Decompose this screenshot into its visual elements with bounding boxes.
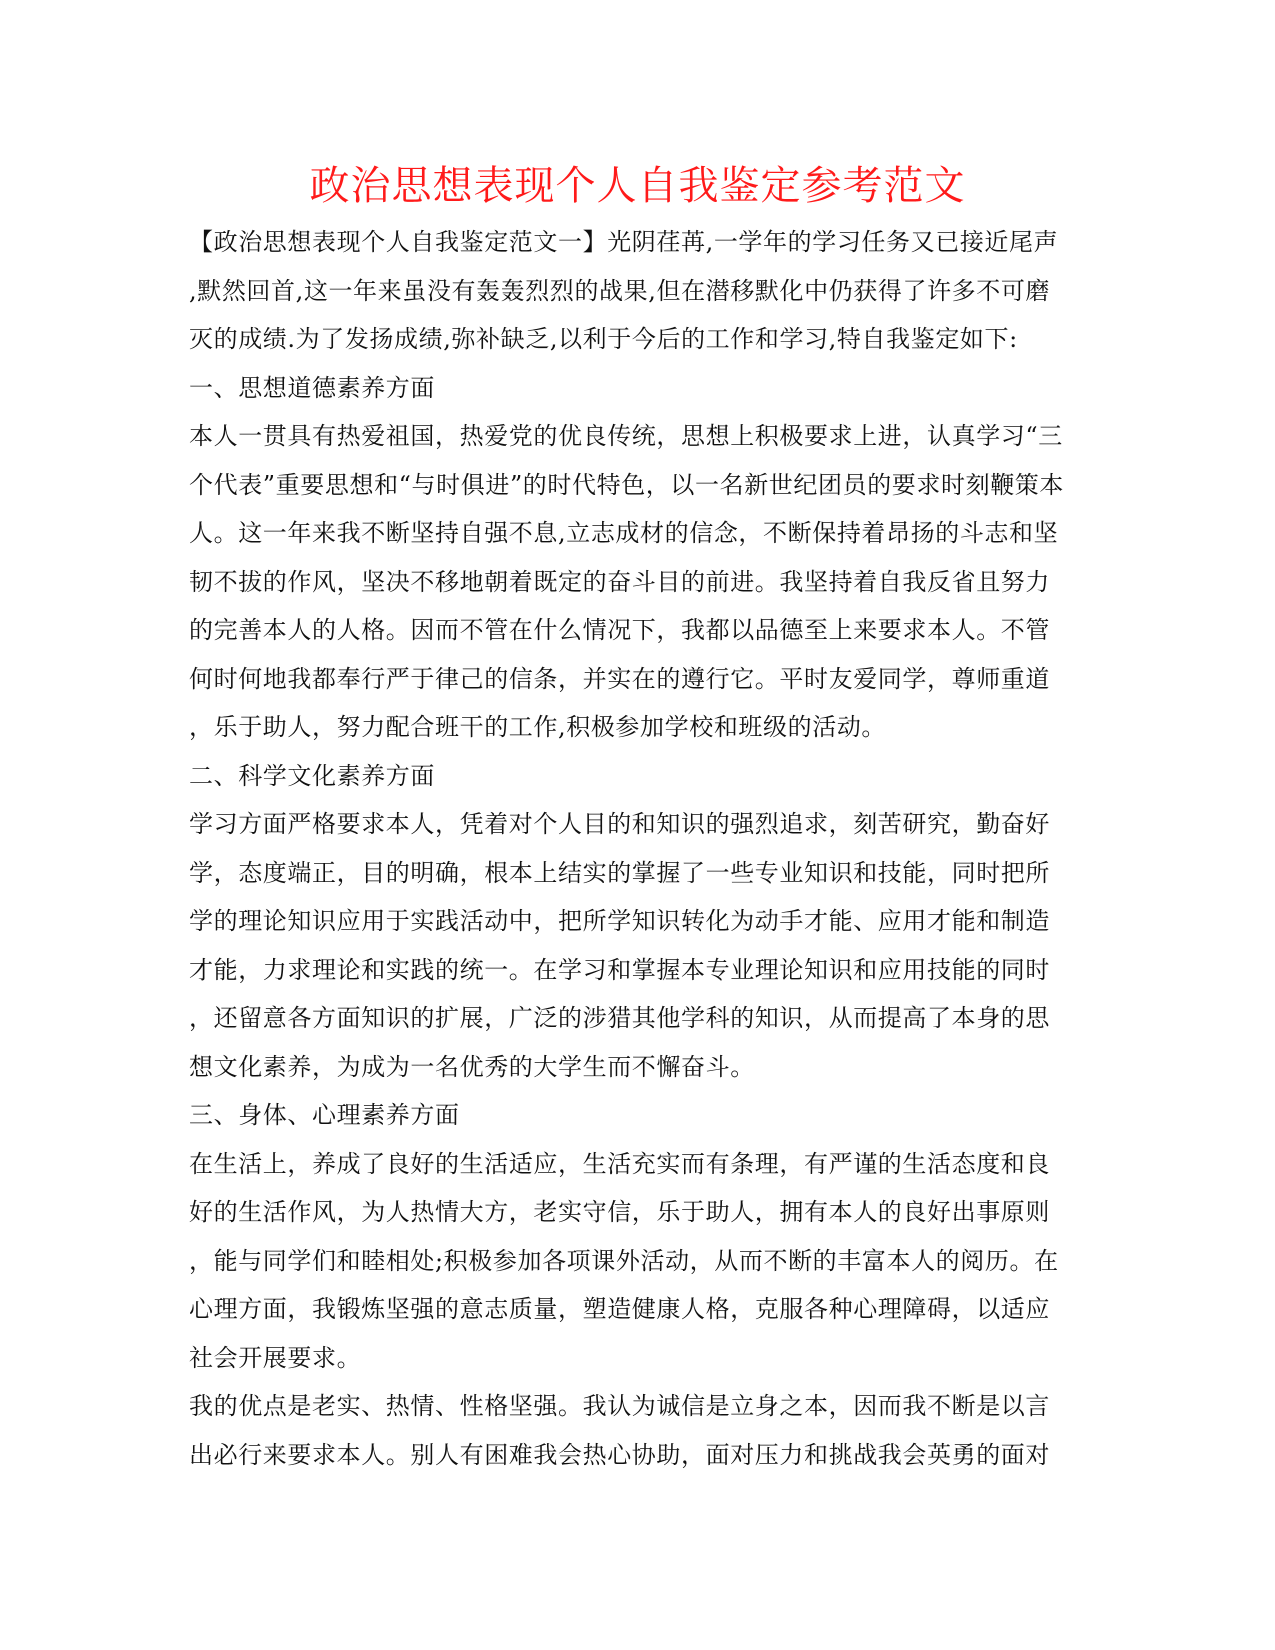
text-line: 出必行来要求本人。别人有困难我会热心协助，面对压力和挑战我会英勇的面对 (189, 1440, 1050, 1469)
text-line: 心理方面，我锻炼坚强的意志质量，塑造健康人格，克服各种心理障碍，以适应 (189, 1295, 1050, 1323)
text-line: 个代表”重要思想和“与时俱进”的时代特色，以一名新世纪团员的要求时刻鞭策本 (189, 470, 1065, 499)
document-title: 政治思想表现个人自我鉴定参考范文 (309, 163, 966, 209)
text-line: 想文化素养，为成为一名优秀的大学生而不懈奋斗。 (189, 1052, 755, 1081)
text-line: 社会开展要求。 (189, 1343, 362, 1372)
text-line: 本人一贯具有热爱祖国，热爱党的优良传统，思想上积极要求上进，认真学习“三 (189, 422, 1063, 450)
text-line: 好的生活作风，为人热情大方，老实守信，乐于助人，拥有本人的良好出事原则 (189, 1198, 1050, 1226)
text-line: 的完善本人的人格。因而不管在什么情况下，我都以品德至上来要求本人。不管 (189, 616, 1050, 644)
text-line: 【政治思想表现个人自我鉴定范文一】光阴荏苒,一学年的学习任务又已接近尾声 (189, 228, 1059, 256)
text-line: ，乐于助人，努力配合班干的工作,积极参加学校和班级的活动。 (189, 713, 887, 741)
text-line: 才能，力求理论和实践的统一。在学习和掌握本专业理论知识和应用技能的同时 (189, 955, 1050, 984)
text-line: 韧不拔的作风，坚决不移地朝着既定的奋斗目的前进。我坚持着自我反省且努力 (189, 567, 1050, 596)
text-line: ，还留意各方面知识的扩展，广泛的涉猎其他学科的知识，从而提高了本身的思 (189, 1004, 1050, 1032)
text-line: 学，态度端正，目的明确，根本上结实的掌握了一些专业知识和技能，同时把所 (189, 858, 1050, 887)
section-heading-2: 二、科学文化素养方面 (189, 761, 435, 790)
text-line: ,默然回首,这一年来虽没有轰轰烈烈的战果,但在潜移默化中仍获得了许多不可磨 (189, 276, 1051, 305)
text-line: 学的理论知识应用于实践活动中，把所学知识转化为动手才能、应用才能和制造 (189, 907, 1050, 935)
text-line: ，能与同学们和睦相处;积极参加各项课外活动，从而不断的丰富本人的阅历。在 (189, 1246, 1059, 1275)
text-line: 人。这一年来我不断坚持自强不息,立志成材的信念，不断保持着昂扬的斗志和坚 (189, 519, 1059, 547)
text-line: 何时何地我都奉行严于律己的信条，并实在的遵行它。平时友爱同学，尊师重道 (189, 664, 1050, 693)
text-line: 我的优点是老实、热情、性格坚强。我认为诚信是立身之本，因而我不断是以言 (189, 1392, 1050, 1420)
document-body (189, 218, 1069, 1479)
text-line: 在生活上，养成了良好的生活适应，生活充实而有条理，有严谨的生活态度和良 (189, 1149, 1050, 1178)
text-line: 灭的成绩.为了发扬成绩,弥补缺乏,以利于今后的工作和学习,特自我鉴定如下: (189, 325, 1018, 353)
section-heading-1: 一、思想道德素养方面 (189, 373, 435, 402)
section-heading-3: 三、身体、心理素养方面 (189, 1101, 460, 1129)
text-line: 学习方面严格要求本人，凭着对个人目的和知识的强烈追求，刻苦研究，勤奋好 (189, 810, 1050, 838)
